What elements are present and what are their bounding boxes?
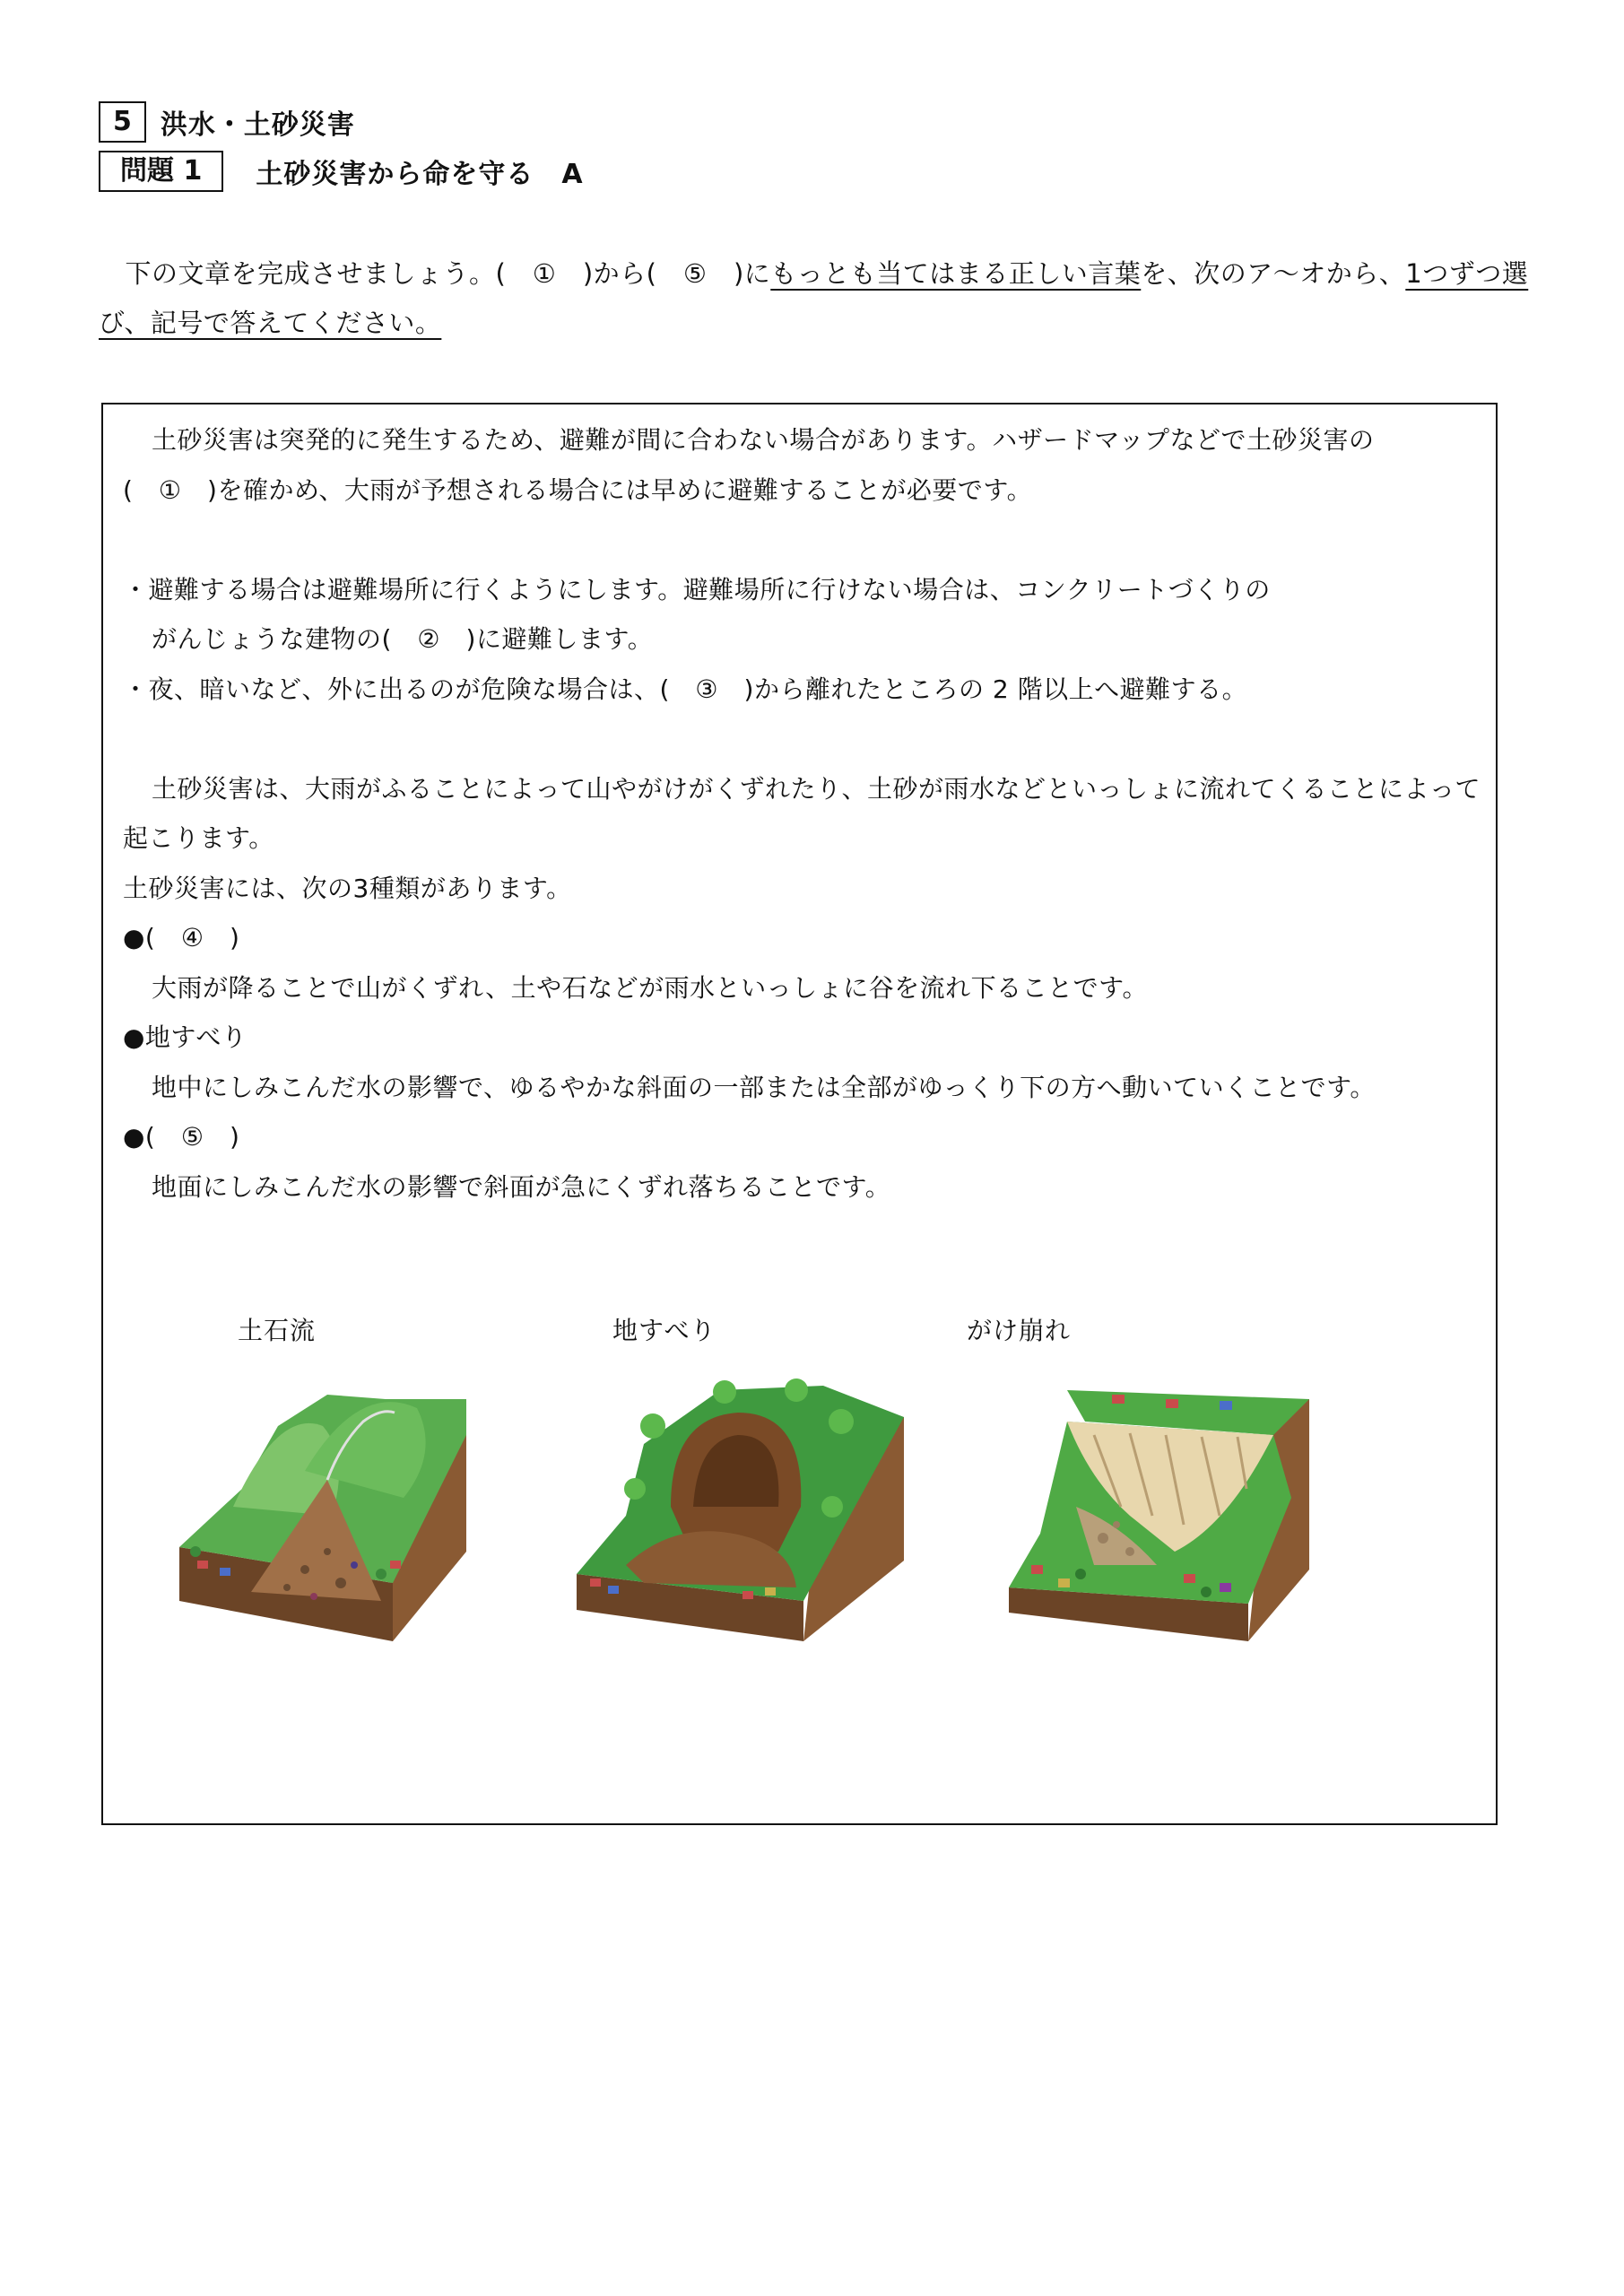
slope-failure-illustration <box>1004 1372 1318 1641</box>
passage-line: 土砂災害には、次の3種類があります。 <box>123 873 572 903</box>
bullet-line: ・避難する場合は避難場所に行くようにします。避難場所に行けない場合は、コンクリートづくりの <box>123 574 1271 604</box>
section-title: 洪水・土砂災害 <box>160 109 355 141</box>
type-heading: ●( ④ ) <box>123 923 240 952</box>
passage-line: 起こります。 <box>123 823 274 853</box>
landslide-caption: 地すべり <box>612 1316 716 1345</box>
type-description: 地面にしみこんだ水の影響で斜面が急にくずれ落ちることです。 <box>152 1171 891 1202</box>
type-heading: ●地すべり <box>123 1022 248 1052</box>
passage <box>123 415 1486 1212</box>
problem-title: 土砂災害から命を守る A <box>256 159 584 190</box>
slope-failure-caption: がけ崩れ <box>967 1316 1072 1345</box>
landslide-illustration <box>572 1372 913 1641</box>
instructions-text: 下の文章を完成させましょう。( ① )から( ⑤ )に <box>99 258 771 289</box>
problem-header <box>99 151 584 192</box>
type-heading: ●( ⑤ ) <box>123 1122 240 1152</box>
type-description: 地中にしみこんだ水の影響で、ゆるやかな斜面の一部または全部がゆっくり下の方へ動いていくことです。 <box>152 1072 1376 1102</box>
instructions-emphasis: もっとも当てはまる正しい言葉 <box>770 258 1142 289</box>
instructions-text: を、次のア～オから、 <box>1141 258 1406 289</box>
debris-flow-illustration <box>170 1372 475 1641</box>
passage-line: ( ① )を確かめ、大雨が予想される場合には早めに避難することが必要です。 <box>123 474 1033 505</box>
section-number: 5 <box>99 101 146 143</box>
type-description: 大雨が降ることで山がくずれ、土や石などが雨水といっしょに谷を流れ下ることです。 <box>152 972 1148 1003</box>
passage-line: 土砂災害は、大雨がふることによって山やがけがくずれたり、土砂が雨水などといっしょに流れてくることによって <box>152 773 1481 804</box>
section-header <box>99 101 355 143</box>
debris-flow-caption: 土石流 <box>238 1316 317 1345</box>
bullet-line: がんじょうな建物の( ② )に避難します。 <box>152 624 654 654</box>
instructions <box>99 249 1542 348</box>
passage-line: 土砂災害は突発的に発生するため、避難が間に合わない場合があります。ハザードマップなどで土砂災害の <box>152 425 1375 455</box>
problem-label: 問題 1 <box>99 151 223 192</box>
instructions-emphasis: 1つずつ選び、記号で答えてください。 <box>99 258 1529 338</box>
bullet-line: ・夜、暗いなど、外に出るのが危険な場合は、( ③ )から離れたところの 2 階以上へ避難する。 <box>123 674 1248 704</box>
